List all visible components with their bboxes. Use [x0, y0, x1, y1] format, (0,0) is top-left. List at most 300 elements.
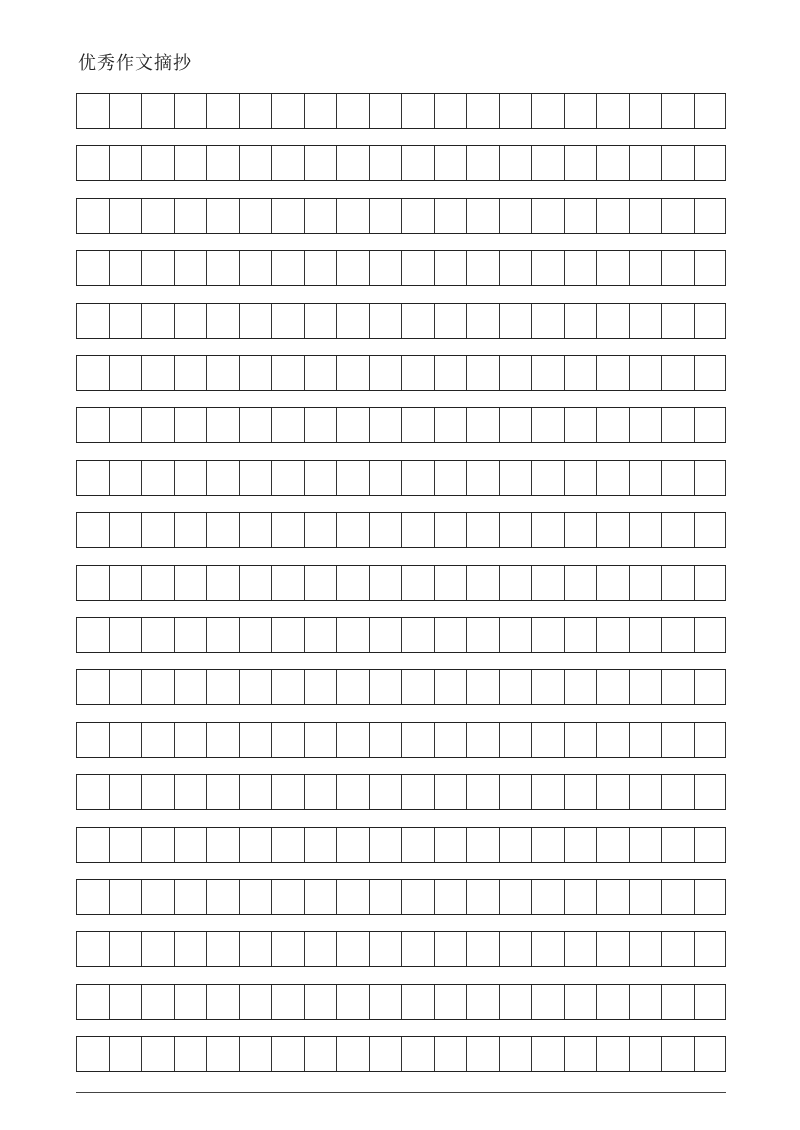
grid-cell [239, 985, 272, 1019]
grid-cell [109, 146, 142, 180]
grid-cell [466, 618, 499, 652]
grid-cell [661, 461, 694, 495]
grid-cell [239, 304, 272, 338]
grid-cell [661, 670, 694, 704]
grid-cell [174, 1037, 207, 1071]
grid-cell [336, 618, 369, 652]
grid-cell [694, 775, 727, 809]
grid-cell [434, 723, 467, 757]
grid-cell [239, 513, 272, 547]
grid-cell [629, 880, 662, 914]
grid-cell [694, 618, 727, 652]
grid-cell [304, 199, 337, 233]
grid-cell [369, 146, 402, 180]
grid-cell [661, 1037, 694, 1071]
grid-cell [596, 985, 629, 1019]
grid-cell [174, 932, 207, 966]
grid-cell [76, 94, 109, 128]
grid-cell [369, 932, 402, 966]
grid-cell [141, 146, 174, 180]
grid-cell [694, 304, 727, 338]
grid-cell [206, 94, 239, 128]
grid-cell [271, 94, 304, 128]
grid-cell [109, 828, 142, 862]
grid-cell [369, 304, 402, 338]
grid-cell [109, 199, 142, 233]
grid-cell [596, 304, 629, 338]
grid-cell [239, 670, 272, 704]
grid-cell [76, 461, 109, 495]
grid-cell [239, 251, 272, 285]
grid-cell [271, 1037, 304, 1071]
bottom-rule [76, 1092, 726, 1093]
grid-cell [174, 94, 207, 128]
grid-cell [499, 880, 532, 914]
grid-cell [434, 1037, 467, 1071]
grid-cell [564, 513, 597, 547]
grid-cell [661, 775, 694, 809]
grid-cell [304, 94, 337, 128]
grid-cell [596, 670, 629, 704]
grid-cell [271, 408, 304, 442]
grid-cell [206, 828, 239, 862]
grid-cell [369, 670, 402, 704]
grid-cell [596, 251, 629, 285]
grid-cell [76, 618, 109, 652]
grid-cell [466, 513, 499, 547]
grid-cell [499, 94, 532, 128]
grid-cell [564, 985, 597, 1019]
grid-cell [466, 199, 499, 233]
grid-row [76, 669, 726, 705]
grid-cell [596, 566, 629, 600]
grid-cell [304, 304, 337, 338]
grid-cell [661, 723, 694, 757]
grid-cell [531, 828, 564, 862]
grid-cell [206, 1037, 239, 1071]
grid-cell [401, 828, 434, 862]
grid-cell [661, 513, 694, 547]
grid-cell [564, 304, 597, 338]
grid-row [76, 407, 726, 443]
grid-cell [76, 251, 109, 285]
grid-cell [76, 775, 109, 809]
grid-cell [271, 146, 304, 180]
grid-cell [336, 94, 369, 128]
grid-cell [304, 461, 337, 495]
grid-cell [174, 461, 207, 495]
grid-cell [109, 304, 142, 338]
grid-cell [661, 618, 694, 652]
grid-cell [336, 1037, 369, 1071]
grid-cell [401, 670, 434, 704]
grid-cell [401, 566, 434, 600]
grid-cell [531, 251, 564, 285]
grid-cell [174, 199, 207, 233]
grid-cell [694, 461, 727, 495]
grid-cell [596, 618, 629, 652]
grid-cell [694, 513, 727, 547]
grid-cell [336, 251, 369, 285]
grid-cell [629, 985, 662, 1019]
grid-row [76, 984, 726, 1020]
grid-cell [434, 566, 467, 600]
grid-cell [434, 985, 467, 1019]
grid-cell [466, 670, 499, 704]
grid-row [76, 722, 726, 758]
grid-cell [629, 723, 662, 757]
grid-cell [401, 251, 434, 285]
grid-cell [499, 618, 532, 652]
grid-cell [564, 880, 597, 914]
grid-cell [271, 513, 304, 547]
grid-cell [141, 513, 174, 547]
grid-row [76, 879, 726, 915]
grid-cell [694, 251, 727, 285]
grid-cell [401, 985, 434, 1019]
grid-cell [564, 723, 597, 757]
grid-cell [596, 1037, 629, 1071]
grid-row [76, 145, 726, 181]
grid-cell [401, 304, 434, 338]
grid-cell [141, 356, 174, 390]
grid-cell [109, 880, 142, 914]
grid-cell [564, 461, 597, 495]
grid-cell [531, 932, 564, 966]
grid-cell [174, 985, 207, 1019]
grid-cell [206, 775, 239, 809]
grid-cell [304, 723, 337, 757]
grid-cell [239, 146, 272, 180]
grid-cell [434, 146, 467, 180]
grid-cell [76, 356, 109, 390]
grid-cell [271, 461, 304, 495]
grid-cell [401, 356, 434, 390]
grid-cell [141, 618, 174, 652]
grid-cell [206, 251, 239, 285]
grid-cell [596, 461, 629, 495]
grid-cell [499, 775, 532, 809]
grid-cell [694, 880, 727, 914]
grid-cell [531, 775, 564, 809]
grid-cell [434, 828, 467, 862]
grid-cell [629, 828, 662, 862]
grid-cell [531, 985, 564, 1019]
grid-cell [336, 985, 369, 1019]
grid-cell [239, 408, 272, 442]
grid-cell [76, 408, 109, 442]
grid-cell [304, 932, 337, 966]
grid-cell [239, 94, 272, 128]
grid-cell [369, 408, 402, 442]
grid-cell [466, 932, 499, 966]
grid-cell [499, 985, 532, 1019]
grid-cell [401, 461, 434, 495]
grid-cell [499, 670, 532, 704]
grid-cell [596, 828, 629, 862]
grid-cell [499, 146, 532, 180]
grid-cell [369, 618, 402, 652]
grid-cell [694, 828, 727, 862]
grid-cell [401, 618, 434, 652]
grid-cell [596, 723, 629, 757]
grid-row [76, 303, 726, 339]
grid-cell [336, 670, 369, 704]
grid-cell [141, 199, 174, 233]
grid-cell [499, 408, 532, 442]
grid-cell [369, 828, 402, 862]
grid-row [76, 198, 726, 234]
grid-cell [629, 356, 662, 390]
grid-cell [596, 880, 629, 914]
grid-cell [271, 356, 304, 390]
grid-cell [369, 775, 402, 809]
grid-cell [466, 1037, 499, 1071]
grid-cell [174, 356, 207, 390]
grid-cell [109, 566, 142, 600]
grid-cell [596, 356, 629, 390]
grid-cell [694, 356, 727, 390]
grid-cell [109, 251, 142, 285]
grid-cell [401, 723, 434, 757]
grid-cell [531, 146, 564, 180]
grid-cell [239, 880, 272, 914]
grid-cell [271, 251, 304, 285]
grid-cell [206, 408, 239, 442]
grid-cell [206, 723, 239, 757]
grid-cell [174, 408, 207, 442]
grid-cell [141, 461, 174, 495]
grid-cell [564, 94, 597, 128]
grid-cell [174, 775, 207, 809]
grid-cell [564, 408, 597, 442]
grid-cell [401, 932, 434, 966]
grid-cell [434, 775, 467, 809]
grid-cell [596, 199, 629, 233]
grid-cell [76, 513, 109, 547]
grid-cell [531, 618, 564, 652]
grid-cell [401, 1037, 434, 1071]
grid-row [76, 617, 726, 653]
grid-cell [369, 566, 402, 600]
grid-cell [531, 304, 564, 338]
grid-cell [304, 985, 337, 1019]
grid-row [76, 931, 726, 967]
grid-cell [109, 513, 142, 547]
grid-cell [206, 932, 239, 966]
grid-cell [434, 304, 467, 338]
grid-row [76, 355, 726, 391]
grid-cell [336, 566, 369, 600]
grid-cell [401, 94, 434, 128]
grid-cell [304, 408, 337, 442]
grid-cell [564, 199, 597, 233]
grid-cell [466, 304, 499, 338]
grid-cell [629, 566, 662, 600]
grid-cell [401, 513, 434, 547]
grid-cell [304, 618, 337, 652]
grid-cell [369, 880, 402, 914]
grid-cell [141, 1037, 174, 1071]
grid-cell [434, 618, 467, 652]
grid-cell [239, 723, 272, 757]
grid-cell [564, 775, 597, 809]
grid-cell [304, 670, 337, 704]
grid-cell [596, 408, 629, 442]
grid-cell [661, 146, 694, 180]
grid-cell [466, 356, 499, 390]
grid-cell [369, 199, 402, 233]
grid-cell [466, 461, 499, 495]
grid-cell [531, 199, 564, 233]
grid-cell [109, 618, 142, 652]
grid-cell [76, 304, 109, 338]
grid-cell [629, 618, 662, 652]
grid-cell [564, 828, 597, 862]
grid-cell [466, 775, 499, 809]
grid-cell [141, 932, 174, 966]
grid-cell [629, 94, 662, 128]
grid-cell [109, 94, 142, 128]
grid-cell [76, 880, 109, 914]
grid-row [76, 460, 726, 496]
grid-cell [596, 94, 629, 128]
grid-cell [109, 408, 142, 442]
grid-cell [336, 513, 369, 547]
grid-cell [661, 356, 694, 390]
grid-cell [109, 1037, 142, 1071]
grid-cell [466, 880, 499, 914]
grid-cell [76, 828, 109, 862]
grid-cell [271, 618, 304, 652]
grid-cell [629, 199, 662, 233]
grid-row [76, 1036, 726, 1072]
grid-cell [564, 670, 597, 704]
grid-cell [141, 304, 174, 338]
grid-cell [109, 932, 142, 966]
grid-cell [531, 723, 564, 757]
grid-cell [271, 775, 304, 809]
grid-cell [401, 880, 434, 914]
grid-cell [239, 775, 272, 809]
grid-cell [564, 146, 597, 180]
grid-cell [629, 775, 662, 809]
grid-cell [109, 775, 142, 809]
grid-cell [141, 408, 174, 442]
grid-cell [206, 356, 239, 390]
grid-cell [466, 723, 499, 757]
grid-cell [531, 408, 564, 442]
grid-cell [369, 251, 402, 285]
grid-cell [336, 146, 369, 180]
grid-cell [141, 670, 174, 704]
grid-cell [336, 304, 369, 338]
grid-cell [336, 723, 369, 757]
grid-cell [336, 828, 369, 862]
grid-cell [369, 94, 402, 128]
grid-cell [466, 566, 499, 600]
grid-cell [596, 775, 629, 809]
grid-cell [629, 251, 662, 285]
grid-cell [629, 932, 662, 966]
grid-cell [109, 356, 142, 390]
grid-cell [174, 566, 207, 600]
grid-cell [109, 723, 142, 757]
grid-cell [336, 880, 369, 914]
grid-cell [271, 828, 304, 862]
grid-cell [466, 985, 499, 1019]
grid-cell [499, 199, 532, 233]
grid-cell [239, 1037, 272, 1071]
grid-cell [141, 723, 174, 757]
grid-cell [304, 356, 337, 390]
grid-cell [141, 94, 174, 128]
grid-cell [694, 408, 727, 442]
grid-cell [369, 985, 402, 1019]
grid-cell [434, 356, 467, 390]
grid-row [76, 512, 726, 548]
grid-cell [76, 723, 109, 757]
grid-cell [629, 513, 662, 547]
grid-cell [564, 251, 597, 285]
grid-cell [109, 670, 142, 704]
grid-cell [206, 513, 239, 547]
grid-cell [76, 932, 109, 966]
grid-cell [629, 670, 662, 704]
grid-cell [369, 1037, 402, 1071]
grid-cell [336, 199, 369, 233]
grid-cell [304, 146, 337, 180]
grid-cell [206, 618, 239, 652]
grid-cell [271, 932, 304, 966]
grid-cell [239, 618, 272, 652]
grid-cell [694, 199, 727, 233]
grid-cell [531, 670, 564, 704]
grid-row [76, 774, 726, 810]
grid-cell [239, 828, 272, 862]
grid-cell [661, 880, 694, 914]
grid-cell [336, 408, 369, 442]
grid-cell [434, 880, 467, 914]
grid-cell [629, 1037, 662, 1071]
grid-cell [304, 828, 337, 862]
grid-cell [369, 356, 402, 390]
grid-cell [76, 985, 109, 1019]
grid-cell [141, 985, 174, 1019]
grid-cell [141, 880, 174, 914]
grid-cell [206, 461, 239, 495]
grid-cell [434, 513, 467, 547]
grid-cell [174, 670, 207, 704]
grid-cell [661, 566, 694, 600]
grid-cell [499, 932, 532, 966]
grid-cell [661, 304, 694, 338]
grid-cell [596, 146, 629, 180]
grid-cell [239, 932, 272, 966]
grid-cell [174, 304, 207, 338]
grid-cell [174, 251, 207, 285]
grid-cell [434, 670, 467, 704]
grid-cell [694, 1037, 727, 1071]
grid-cell [694, 566, 727, 600]
grid-cell [466, 828, 499, 862]
grid-cell [531, 880, 564, 914]
grid-cell [174, 513, 207, 547]
grid-cell [174, 146, 207, 180]
grid-cell [661, 985, 694, 1019]
grid-cell [369, 723, 402, 757]
grid-cell [499, 513, 532, 547]
